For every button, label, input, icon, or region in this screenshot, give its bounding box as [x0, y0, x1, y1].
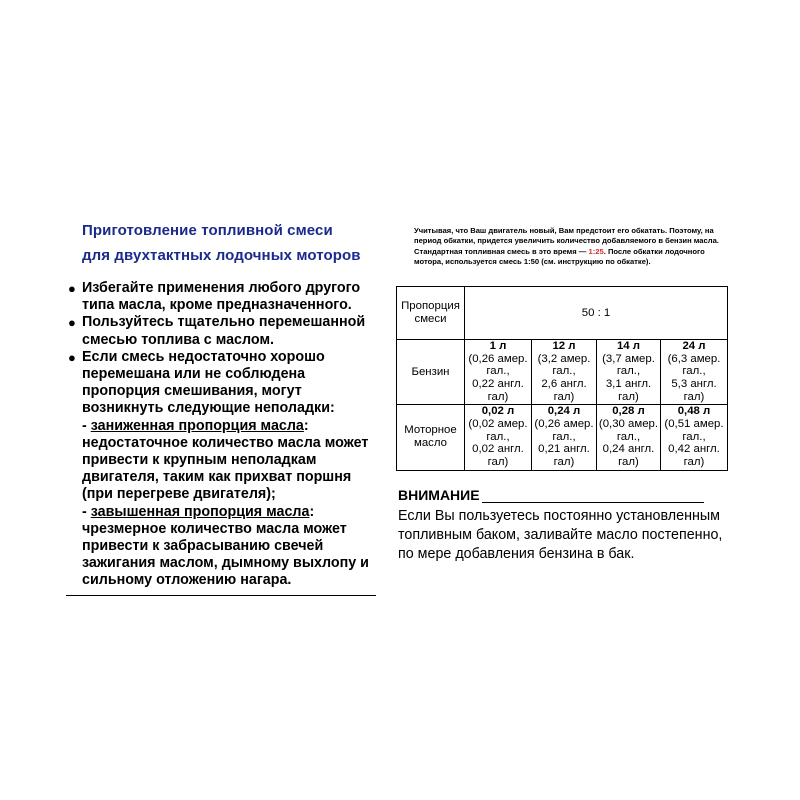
cell-line: (0,02 амер.	[468, 417, 528, 430]
bullet-icon: ●	[68, 349, 76, 365]
cell-line: гал)	[553, 390, 575, 403]
warning-block	[398, 487, 738, 564]
bullet-list	[66, 280, 376, 590]
cell-line: 2,6 англ.	[541, 378, 587, 391]
cell-line: 0,02 англ.	[472, 443, 524, 456]
cell-line: гал)	[487, 390, 509, 403]
high-proportion-text: чрезмерное количество масла может привести к забрасыванию свечей зажигания маслом, дымному выхлопу и сильному отложению нагара.	[82, 520, 369, 589]
cell-line: 0,22 англ.	[472, 378, 524, 391]
cell-line: гал)	[553, 456, 575, 469]
cell-main: 24 л	[682, 340, 706, 352]
left-column	[66, 218, 376, 596]
bullet-text: Если смесь недостаточно хорошо перемешана или не соблюдена пропорция смешивания, могут возникнуть следующие неполадки:	[82, 348, 335, 417]
cell-line: (3,7 амер.	[602, 352, 655, 365]
petrol-label: Бензин	[397, 340, 465, 405]
warning-text: Если Вы пользуетесь постоянно установленным топливным баком, заливайте масло постепенно, по мере добавления бензина в бак.	[398, 508, 723, 562]
cell-line: гал.,	[682, 430, 706, 443]
title-line-2: для двухтактных лодочных моторов	[82, 247, 361, 264]
bullet-icon: ●	[68, 315, 76, 331]
cell-line: 0,21 англ.	[538, 443, 590, 456]
high-dash: -	[82, 503, 91, 520]
cell-line: 0,24 англ.	[602, 443, 655, 456]
cell-main: 0,24 л	[547, 405, 581, 418]
high-colon: :	[309, 503, 315, 520]
cell-line: 5,3 англ.	[671, 378, 717, 391]
table-cell	[465, 404, 532, 470]
cell-line: (0,26 амер.	[534, 417, 594, 430]
cell-line: гал.,	[616, 430, 641, 443]
cell-line: гал.,	[486, 430, 510, 443]
cell-line: (0,30 амер.	[598, 417, 659, 430]
warning-underline	[482, 489, 704, 503]
oil-label	[397, 404, 465, 470]
break-in-ratio: 1:25	[588, 246, 604, 256]
table-row	[397, 340, 728, 405]
cell-line: гал.,	[552, 430, 576, 443]
cell-main: 0,02 л	[481, 405, 515, 418]
intro-text: Учитывая, что Ваш двигатель новый, Вам предстоит его обкатать. Поэтому, на период обкатки, придется увеличить количество добавляемого в бензин масла. Стандартная топливная смесь в это время —	[414, 226, 719, 256]
divider	[66, 595, 376, 596]
table-cell	[597, 404, 661, 470]
cell-line: (0,51 амер.	[664, 417, 724, 430]
proportion-value: 50 : 1	[465, 287, 728, 340]
cell-main: 0,28 л	[612, 405, 645, 418]
bullet-text: Избегайте применения любого другого типа масла, кроме предназначенного.	[82, 280, 361, 314]
high-proportion-heading: завышенная пропорция масла	[90, 503, 310, 520]
fuel-mix-table	[396, 286, 728, 471]
cell-line: гал.,	[552, 365, 576, 378]
cell-line: гал)	[618, 456, 639, 469]
cell-line: гал.,	[682, 365, 706, 378]
table-cell	[532, 340, 597, 405]
intro-text-end: . После обкатки лодочного мотора, используется смесь 1:50 (см. инструкцию по обкатке).	[414, 246, 705, 267]
bullet-item	[66, 349, 376, 590]
bullet-item	[66, 314, 376, 348]
cell-line: 3,1 англ.	[605, 378, 652, 391]
cell-main: 14 л	[616, 340, 641, 352]
cell-line: гал.,	[616, 365, 641, 378]
cell-line: гал.,	[486, 365, 510, 378]
table-row	[397, 287, 728, 340]
cell-line: (3,2 амер.	[537, 352, 591, 365]
low-proportion-heading: заниженная пропорция масла	[90, 417, 304, 434]
bullet-text: Пользуйтесь тщательно перемешанной смесью топлива с маслом.	[82, 314, 366, 348]
table-cell	[661, 404, 728, 470]
low-proportion-text: недостаточное количество масла может привести к крупным неполадкам двигателя, таким как прихват поршня (при перегреве двигателя);	[82, 434, 369, 503]
table-row	[397, 404, 728, 470]
proportion-label-text: Пропорция смеси	[401, 300, 460, 325]
oil-label-text: Моторное масло	[404, 424, 457, 450]
table-cell	[532, 404, 597, 470]
cell-line: 0,42 англ.	[668, 443, 720, 456]
table-cell	[465, 340, 532, 405]
right-column	[398, 226, 738, 268]
cell-line: гал)	[618, 390, 639, 403]
title-line-1: Приготовление топливной смеси	[82, 222, 333, 239]
bullet-item	[66, 280, 376, 314]
cell-line: гал)	[683, 390, 705, 403]
cell-main: 1 л	[489, 340, 507, 352]
warning-title: ВНИМАНИЕ	[398, 487, 480, 503]
bullet-icon: ●	[68, 281, 76, 296]
warning-title-row	[398, 487, 738, 503]
break-in-note	[414, 226, 734, 268]
cell-line: гал)	[683, 456, 705, 469]
cell-line: (6,3 амер.	[667, 352, 721, 365]
table-cell	[661, 340, 728, 405]
low-dash: -	[82, 417, 91, 434]
table-cell	[597, 340, 661, 405]
cell-main: 12 л	[552, 340, 576, 352]
cell-main: 0,48 л	[677, 405, 711, 418]
proportion-label	[397, 287, 465, 340]
cell-line: гал)	[487, 456, 509, 469]
cell-line: (0,26 амер.	[468, 352, 528, 365]
low-colon: :	[303, 417, 309, 434]
page-title	[82, 218, 376, 268]
